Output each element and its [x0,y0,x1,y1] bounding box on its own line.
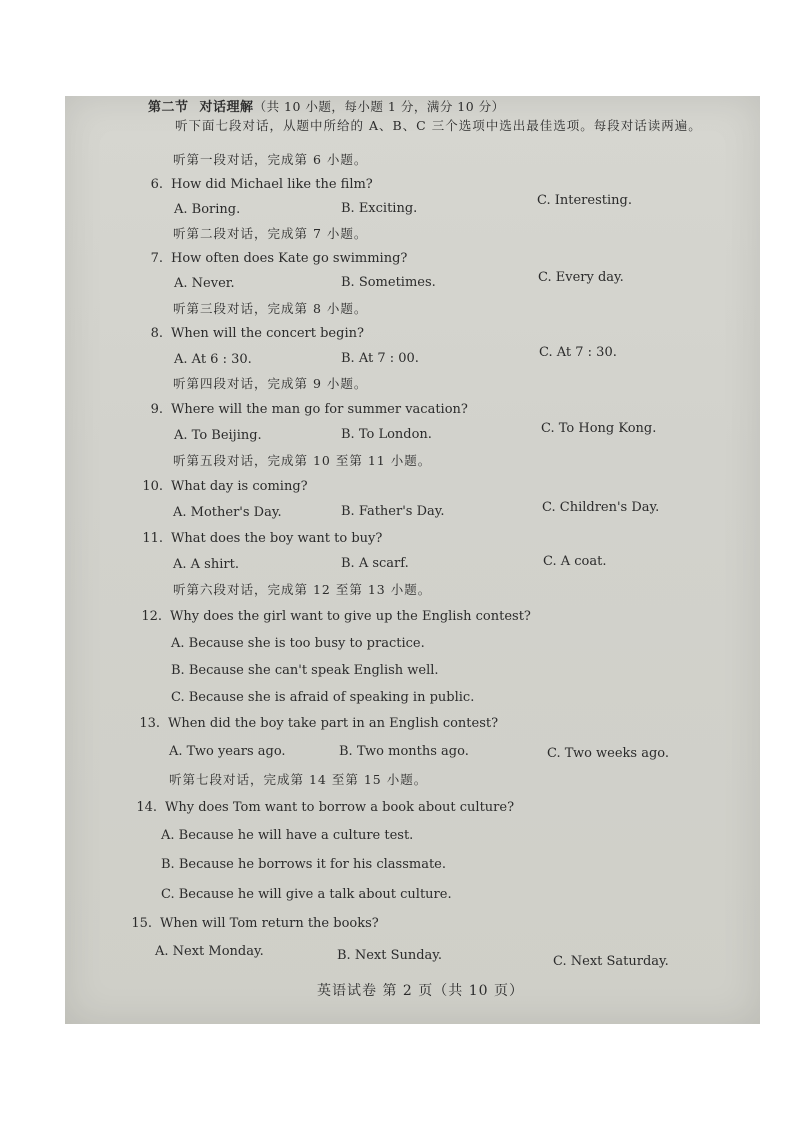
option-15b: B. Next Sunday. [337,948,443,963]
exam-page [65,96,760,1024]
question-text: When will the concert begin? [171,326,364,341]
option-15c: C. Next Saturday. [553,954,669,969]
option-11b: B. A scarf. [341,556,409,571]
option-6a: A. Boring. [174,202,241,217]
option-8c: C. At 7 : 30. [539,345,617,360]
question-number: 15. [131,916,152,931]
option-6b: B. Exciting. [341,201,418,216]
question-number: 7. [150,251,163,266]
question-number: 11. [142,531,163,546]
option-7b: B. Sometimes. [341,275,436,290]
question-number: 10. [142,479,163,494]
option-10c: C. Children's Day. [542,500,660,515]
option-9a: A. To Beijing. [174,428,262,443]
option-6c: C. Interesting. [537,193,632,208]
section-heading [148,99,505,116]
question-text: Where will the man go for summer vacation? [171,402,468,417]
question-number: 13. [139,716,160,731]
question-text: What does the boy want to buy? [171,531,383,546]
dialogue-note-5: 听第五段对话，完成第 10 至第 11 小题。 [173,453,432,468]
question-12 [140,609,531,625]
option-12c: C. Because she is afraid of speaking in public. [171,690,475,705]
option-14a: A. Because he will have a culture test. [161,828,414,843]
option-11a: A. A shirt. [173,557,239,572]
option-9c: C. To Hong Kong. [541,421,657,436]
dialogue-note-2: 听第二段对话，完成第 7 小题。 [173,226,368,241]
page-footer: 英语试卷 第 2 页（共 10 页） [317,983,524,999]
question-14 [135,800,514,816]
question-6 [141,177,373,193]
option-12a: A. Because she is too busy to practice. [171,636,425,651]
dialogue-note-7: 听第七段对话，完成第 14 至第 15 小题。 [169,772,428,787]
option-14c: C. Because he will give a talk about culture. [161,887,452,902]
question-text: Why does Tom want to borrow a book about culture? [165,800,515,815]
dialogue-note-4: 听第四段对话，完成第 9 小题。 [173,376,368,391]
question-15 [130,916,379,932]
question-13 [138,716,498,732]
question-number: 14. [136,800,157,815]
dialogue-note-1: 听第一段对话，完成第 6 小题。 [173,152,368,167]
question-8 [141,326,364,342]
question-10 [141,479,308,495]
option-13a: A. Two years ago. [169,744,286,759]
question-9 [141,402,468,418]
option-13c: C. Two weeks ago. [547,746,670,761]
question-text: How often does Kate go swimming? [171,251,408,266]
dialogue-note-6: 听第六段对话，完成第 12 至第 13 小题。 [173,582,432,597]
option-11c: C. A coat. [543,554,607,569]
option-7c: C. Every day. [538,270,624,285]
option-15a: A. Next Monday. [155,944,264,959]
option-10b: B. Father's Day. [341,504,445,519]
question-text: Why does the girl want to give up the English contest? [170,609,531,624]
question-number: 9. [150,402,163,417]
question-number: 6. [150,177,163,192]
question-text: How did Michael like the film? [171,177,373,192]
question-7 [141,251,407,267]
section-title-note: （共 10 小题，每小题 1 分，满分 10 分） [253,99,505,114]
option-12b: B. Because she can't speak English well. [171,663,439,678]
option-10a: A. Mother's Day. [173,505,282,520]
question-number: 12. [141,609,162,624]
option-8a: A. At 6 : 30. [174,352,252,367]
option-8b: B. At 7 : 00. [341,351,419,366]
question-text: When will Tom return the books? [160,916,379,931]
question-11 [141,531,382,547]
option-14b: B. Because he borrows it for his classmate. [161,857,446,872]
question-text: When did the boy take part in an English contest? [168,716,499,731]
section-title-name: 对话理解 [199,100,254,115]
question-text: What day is coming? [171,479,308,494]
section-title-prefix: 第二节 [148,100,189,115]
option-13b: B. Two months ago. [339,744,469,759]
dialogue-note-3: 听第三段对话，完成第 8 小题。 [173,301,368,316]
option-7a: A. Never. [174,276,235,291]
option-9b: B. To London. [341,427,432,442]
question-number: 8. [150,326,163,341]
section-instruction: 听下面七段对话，从题中所给的 A、B、C 三个选项中选出最佳选项。每段对话读两遍。 [175,118,702,133]
